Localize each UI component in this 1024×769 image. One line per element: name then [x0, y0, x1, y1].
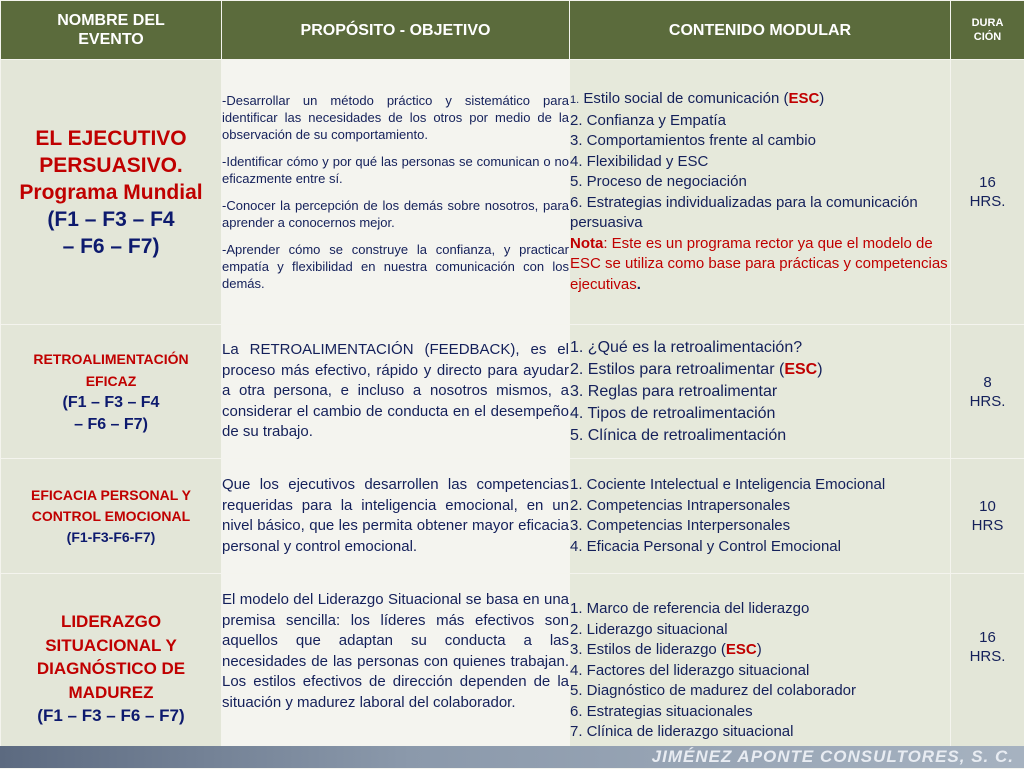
purpose-cell: [222, 459, 570, 574]
purpose-paragraph: La RETROALIMENTACIÓN (FEEDBACK), es el proceso más efectivo, rápido y directo para ayudar a otra persona, e incluso a nosotros mismos, a considerar el cambio de conducta en el desempeño de su trabajo.: [222, 340, 569, 443]
content-cell: [570, 574, 951, 769]
list-item: 4. Tipos de retroalimentación: [570, 403, 950, 425]
list-item: 4. Flexibilidad y ESC: [570, 152, 950, 173]
event-name-cell: RETROALIMENTACIÓN EFICAZ (F1 – F3 – F4 – F6 – F7): [1, 325, 222, 459]
footer-bar: [0, 746, 1024, 768]
purpose-cell: [222, 325, 570, 459]
list-item: 3. Comportamientos frente al cambio: [570, 131, 950, 152]
list-item: 4. Factores del liderazgo situacional: [570, 661, 950, 682]
list-item: 4. Eficacia Personal y Control Emocional: [570, 537, 950, 558]
purpose-paragraph: El modelo del Liderazgo Situacional se basa en una premisa sencilla: los líderes más efectivos son aquellos que adaptan su conducta a las necesidades de las personas con quienes trabajan. Los estilos efectivos de dirección dependen de la situación y madurez laboral del colaborador.: [222, 590, 569, 713]
duration-cell: 8 HRS.: [951, 325, 1024, 459]
purpose-paragraph: -Aprender cómo se construye la confianza, y practicar empatía y flexibilidad en nuestra comunicación con los demás.: [222, 241, 569, 292]
duration-cell: 10 HRS: [951, 459, 1024, 574]
purpose-paragraph: Que los ejecutivos desarrollen las competencias requeridas para la inteligencia emocional, en un nivel básico, que les permita obtener mayor eficacia personal y control emocional.: [222, 475, 569, 557]
table-row: [1, 60, 1024, 325]
table-row: [1, 574, 1024, 769]
list-item: 5. Diagnóstico de madurez del colaborador: [570, 681, 950, 702]
purpose-cell: [222, 574, 570, 769]
list-item: 3. Estilos de liderazgo (ESC): [570, 640, 950, 661]
header-duration: DURA CIÓN: [951, 1, 1024, 60]
header-purpose: PROPÓSITO - OBJETIVO: [222, 1, 570, 60]
list-item: 2. Confianza y Empatía: [570, 111, 950, 132]
list-item: 2. Estilos para retroalimentar (ESC): [570, 359, 950, 381]
list-item: 1. Marco de referencia del liderazgo: [570, 599, 950, 620]
event-name-cell: EFICACIA PERSONAL Y CONTROL EMOCIONAL (F1-F3-F6-F7): [1, 459, 222, 574]
module-list: [570, 599, 950, 743]
table-row: [1, 459, 1024, 574]
purpose-cell: [222, 60, 570, 325]
purpose-paragraph: -Conocer la percepción de los demás sobre nosotros, para aprender a conocernos mejor.: [222, 197, 569, 231]
module-list: [570, 89, 950, 234]
list-item: 7. Clínica de liderazgo situacional: [570, 722, 950, 743]
header-row: [1, 1, 1024, 60]
list-item: 2. Competencias Intrapersonales: [570, 496, 950, 517]
list-item: 1. Estilo social de comunicación (ESC): [570, 89, 950, 111]
purpose-paragraph: -Identificar cómo y por qué las personas se comunican o no eficazmente entre sí.: [222, 153, 569, 187]
module-list: [570, 475, 950, 557]
module-list: [570, 337, 950, 447]
program-note: Nota: Este es un programa rector ya que el modelo de ESC se utiliza como base para prácticas y competencias ejecutivas.: [570, 234, 950, 296]
list-item: 5. Proceso de negociación: [570, 172, 950, 193]
list-item: 2. Liderazgo situacional: [570, 620, 950, 641]
header-event: NOMBRE DEL EVENTO: [1, 1, 222, 60]
content-cell: [570, 459, 951, 574]
list-item: 1. Cociente Intelectual e Inteligencia Emocional: [570, 475, 950, 496]
list-item: 1. ¿Qué es la retroalimentación?: [570, 337, 950, 359]
list-item: 5. Clínica de retroalimentación: [570, 425, 950, 447]
table-row: [1, 325, 1024, 459]
event-name-cell: LIDERAZGO SITUACIONAL Y DIAGNÓSTICO DE MADUREZ (F1 – F3 – F6 – F7): [1, 574, 222, 769]
company-name: JIMÉNEZ APONTE CONSULTORES, S. C.: [652, 747, 1014, 767]
purpose-paragraph: -Desarrollar un método práctico y sistemático para identificar las necesidades de los otros por medio de la observación de su comportamiento.: [222, 92, 569, 143]
duration-cell: 16 HRS.: [951, 60, 1024, 325]
duration-cell: 16 HRS.: [951, 574, 1024, 769]
header-content: CONTENIDO MODULAR: [570, 1, 951, 60]
event-name-cell: EL EJECUTIVO PERSUASIVO. Programa Mundial (F1 – F3 – F4 – F6 – F7): [1, 60, 222, 325]
list-item: 3. Reglas para retroalimentar: [570, 381, 950, 403]
content-cell: [570, 60, 951, 325]
list-item: 6. Estrategias situacionales: [570, 702, 950, 723]
list-item: 3. Competencias Interpersonales: [570, 516, 950, 537]
content-cell: [570, 325, 951, 459]
list-item: 6. Estrategias individualizadas para la comunicación persuasiva: [570, 193, 950, 234]
